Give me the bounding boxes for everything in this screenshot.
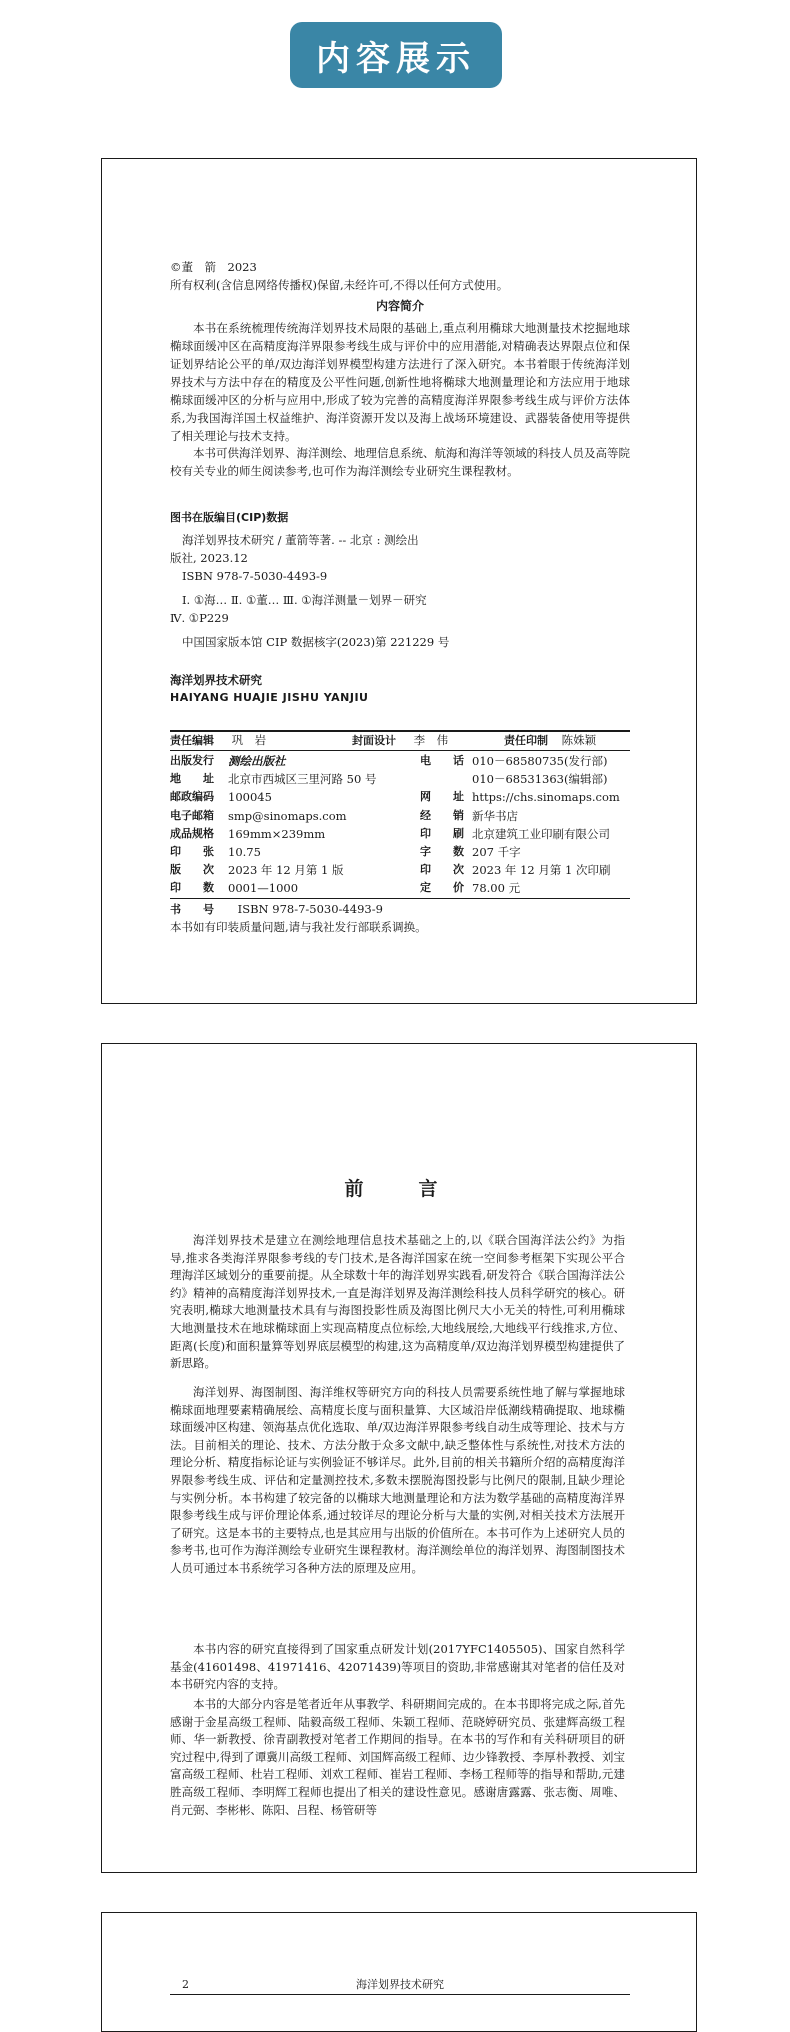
cip-line: 版社, 2023.12 [170,551,248,565]
isbn-value: ISBN 978-7-5030-4493-9 [237,902,383,916]
cover-row [352,731,448,750]
print-row [504,731,596,750]
info-label: 印 次 [420,863,464,877]
info-label: 邮政编码 [170,790,214,804]
print-label: 责任印制 [504,734,548,747]
cip-line: ISBN 978-7-5030-4493-9 [182,569,328,583]
copyright-page [101,158,697,1004]
info-label: 印 数 [170,881,214,895]
info-value: https://chs.sinomaps.com [472,790,620,805]
cover-name: 李 伟 [413,733,449,747]
preface-paragraph: 海洋划界技术是建立在测绘地理信息技术基础之上的,以《联合国海洋法公约》为指导,推求各类海洋界限参考线的专门技术,是各海洋国家在统一空间参考框架下实现公平合理海洋区域划分的重要前提。从全球数十年的海洋划界实践看,研发符合《联合国海洋法公约》精神的高精度海洋划界技术,一直是海洋划界及海洋测绘科技人员科学研究的核心。研究表明,椭球大地测量技术具有与海图投影性质及海图比例尺大小无关的特性,可利用椭球大地测量技术在地球椭球面上实现高精度点位标绘,大地线展绘,大地线平行线推求,方位、距离(长度)和面积量算等划界底层模型的构建,这为高精度单/双边海洋划界模型构建提供了新思路。 [170,1233,625,1371]
cip-line: Ⅰ. ①海… Ⅱ. ①董… Ⅲ. ①海洋测量－划界－研究 [182,593,427,607]
info-label: 定 价 [420,881,464,895]
info-value: 100045 [228,790,272,805]
print-name: 陈姝颖 [561,733,597,747]
divider [170,750,630,751]
cip-number: 中国国家版本馆 CIP 数据核字(2023)第 221229 号 [182,635,450,649]
cover-label: 封面设计 [352,734,396,747]
page-number: 2 [182,1978,189,1991]
info-value: 169mm×239mm [228,826,326,841]
info-value: 010－68531363(编辑部) [472,772,608,787]
info-label: 印 刷 [420,826,464,840]
cip-line: Ⅳ. ①P229 [170,611,229,625]
quality-note: 本书如有印装质量问题,请与我社发行部联系调换。 [170,920,427,934]
divider [170,898,630,899]
info-label: 印 张 [170,845,214,858]
info-label: 版 次 [170,863,214,877]
editor-name: 巩 岩 [231,733,267,747]
cip-line: 海洋划界技术研究 / 董箭等著. -- 北京 : 测绘出 [182,533,419,547]
cip-heading: 图书在版编目(CIP)数据 [170,511,289,524]
info-label: 字 数 [420,845,464,858]
info-label: 电子邮箱 [170,808,214,822]
info-value: 测绘出版社 [228,754,286,768]
preface-page [101,1043,697,1873]
editor-label: 责任编辑 [170,734,214,747]
isbn-label: 书 号 [170,903,214,916]
info-value: 北京建筑工业印刷有限公司 [472,826,610,841]
summary-paragraph: 本书可供海洋划界、海洋测绘、地理信息系统、航海和海洋等领域的科技人员及高等院校有关专业的师生阅读参考,也可作为海洋测绘专业研究生课程教材。 [170,446,630,478]
info-value: 0001—1000 [228,881,299,896]
summary-paragraph: 本书在系统梳理传统海洋划界技术局限的基础上,重点利用椭球大地测量技术挖掘地球椭球面缓冲区在高精度海洋界限参考线生成与评价中的应用潜能,对精确表达界限点位和保证划界结论公平的单/双边海洋划界模型构建方法进行了深入研究。本书着眼于传统海洋划界技术与方法中存在的精度及公平性问题,创新性地将椭球大地测量理论和方法应用于地球椭球面缓冲区的分析与应用中,形成了较为完善的高精度海洋界限参考线生成与评价方法体系,为我国海洋国土权益维护、海洋资源开发以及海上战场环境建设、武器装备使用等提供了相关理论与技术支持。 [170,321,630,443]
copyright-line: ©董 箭 2023 [170,260,257,274]
book-title: 海洋划界技术研究 [170,673,262,687]
info-value: smp@sinomaps.com [228,808,347,823]
info-label: 电 话 [420,754,464,767]
info-value: 北京市西城区三里河路 50 号 [228,772,377,787]
editor-row [170,731,266,750]
info-value: 2023 年 12 月第 1 次印刷 [472,863,611,878]
info-value: 2023 年 12 月第 1 版 [228,863,344,878]
info-label: 经 销 [420,808,464,822]
summary-title: 内容简介 [375,299,424,313]
running-head: 海洋划界技术研究 [356,1978,444,1991]
info-value: 010－68580735(发行部) [472,754,608,768]
info-label: 出版发行 [170,754,214,767]
preface-paragraph: 海洋划界、海图制图、海洋维权等研究方向的科技人员需要系统性地了解与掌握地球椭球面地理要素精确展绘、高精度长度与面积量算、大区域沿岸低潮线精确提取、地球椭球面缓冲区构建、领海基点优化选取、单/双边海洋界限参考线自动生成等理论、技术与方法。目前相关的理论、技术、方法分散于众多文献中,缺乏整体性与系统性,对技术方法的理论分析、精度指标论证与实例验证不够详尽。此外,目前的相关书籍所介绍的高精度海洋界限参考线生成、评估和定量测控技术,多数未摆脱海图投影与比例尺的限制,且缺少理论与实例分析。本书构建了较完备的以椭球大地测量理论和方法为数学基础的高精度海洋界限参考线生成与评价理论体系,通过较详尽的理论分析与大量的实例,对相关技术方法展开了研究。这是本书的主要特点,也是其应用与出版的价值所在。本书可作为上述研究人员的参考书,也可作为海洋测绘专业研究生课程教材。海洋测绘单位的海洋划界、海图制图技术人员可通过本书系统学习各种方法的原理及应用。 [170,1385,625,1575]
info-value: 10.75 [228,845,261,859]
info-value: 207 千字 [472,845,521,859]
header-rule [170,1994,630,1995]
book-pinyin: HAIYANG HUAJIE JISHU YANJIU [170,691,369,704]
preface-paragraph: 本书的大部分内容是笔者近年从事教学、科研期间完成的。在本书即将完成之际,首先感谢于金星高级工程师、陆毅高级工程师、朱颖工程师、范晓婷研究员、张建辉高级工程师、华一新教授、徐青副教授对笔者工作期间的指导。在本书的写作和有关科研项目的研究过程中,得到了谭冀川高级工程师、刘国辉高级工程师、边少锋教授、李厚朴教授、刘宝富高级工程师、杜岩工程师、刘欢工程师、崔岩工程师、李杨工程师等的指导和帮助,元建胜高级工程师、李明辉工程师也提出了相关的建设性意见。感谢唐露露、张志衡、周唯、肖元弼、李彬彬、陈阳、吕程、杨管研等 [170,1697,625,1817]
rights-line: 所有权利(含信息网络传播权)保留,未经许可,不得以任何方式使用。 [170,278,509,292]
preface-paragraph: 本书内容的研究直接得到了国家重点研发计划(2017YFC1405505)、国家自然科学基金(41601498、41971416、42071439)等项目的资助,非常感谢其对笔者的信任及对本书研究内容的支持。 [170,1642,625,1692]
info-value: 新华书店 [472,808,518,823]
info-label: 成品规格 [170,826,214,840]
preface-title: 前 言 [344,1178,456,1200]
info-value: 78.00 元 [472,881,521,896]
info-label: 网 址 [420,790,464,804]
isbn-row [170,900,383,919]
section-banner: 内容展示 [290,22,502,88]
info-label: 地 址 [170,772,214,786]
next-page [101,1912,697,2032]
